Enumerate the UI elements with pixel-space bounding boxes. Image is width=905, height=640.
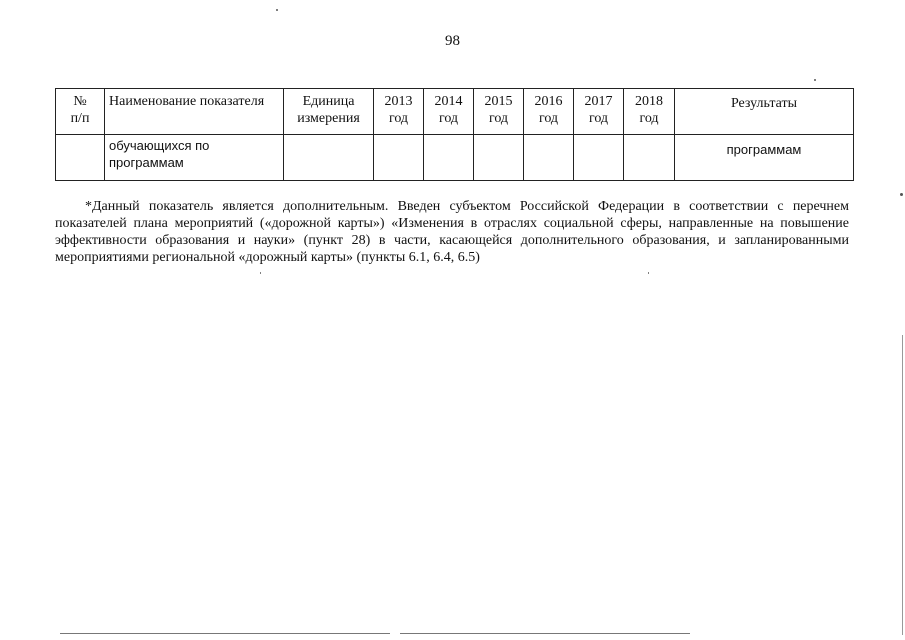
scan-edge-line	[902, 335, 903, 635]
year-column-header: 2015 год	[474, 89, 524, 135]
results-cell: программам	[675, 135, 854, 181]
scan-speck	[900, 193, 903, 196]
footnote-text: *Данный показатель является дополнительным. Введен субъектом Российской Федерации в соответствии с перечнем показателей плана мероприятий («дорожной карты») «Изменения в отраслях социальной сферы, направленные на повышение эффективности образования и науки» (пункт 28) в части, касающейся дополнительного образования, и запланированными мероприятиями региональной «дорожный карты» (пункты 6.1, 6.4, 6.5)	[55, 199, 849, 265]
year-value-cell	[524, 135, 574, 181]
page-number: 98	[445, 33, 460, 49]
year-value-cell	[624, 135, 675, 181]
year-column-header: 2017 год	[574, 89, 624, 135]
year-column-header: 2016 год	[524, 89, 574, 135]
unit-column-header: Единица измерения	[284, 89, 374, 135]
indicators-table	[55, 88, 854, 181]
indicator-name-cell: обучающихся по программам	[105, 135, 284, 181]
scan-speck	[814, 79, 816, 81]
footnote	[55, 198, 849, 266]
year-value-cell	[574, 135, 624, 181]
num-cell	[56, 135, 105, 181]
year-column-header: 2014 год	[424, 89, 474, 135]
scan-edge-line	[400, 633, 690, 634]
unit-cell	[284, 135, 374, 181]
year-column-header: 2018 год	[624, 89, 675, 135]
table-header-row	[56, 89, 854, 135]
results-column-header: Результаты	[675, 89, 854, 135]
year-value-cell	[374, 135, 424, 181]
scan-edge-line	[60, 633, 390, 634]
year-value-cell	[424, 135, 474, 181]
scan-speck	[648, 272, 649, 274]
name-column-header: Наименование показателя	[105, 89, 284, 135]
year-column-header: 2013 год	[374, 89, 424, 135]
table-row	[56, 135, 854, 181]
num-column-header: № п/п	[56, 89, 105, 135]
year-value-cell	[474, 135, 524, 181]
scan-speck	[276, 9, 278, 11]
scan-speck	[260, 272, 261, 274]
